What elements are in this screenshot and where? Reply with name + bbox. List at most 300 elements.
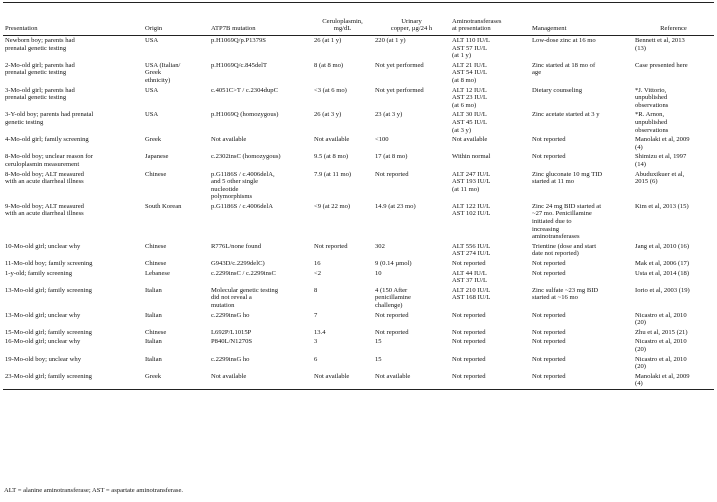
cell-ceruloplasmin (312, 328, 373, 338)
cell-line: 4-Mo-old girl; family screening (5, 136, 89, 144)
cell-line: Greek (145, 136, 162, 144)
cell-line: Nicastro et al, 2010 (635, 355, 687, 363)
cell-presentation (3, 110, 143, 135)
cell-line: p.H1069Q (homozygous) (211, 111, 279, 119)
cell-presentation (3, 36, 143, 61)
cell-line: p.G1186S / c.4006delA, (211, 170, 275, 178)
cell-mutation (209, 242, 312, 259)
cell-line: 23 (at 3 y) (375, 111, 403, 119)
cell-line: AST 45 IU/L (452, 118, 488, 126)
cell-line: Not reported (375, 328, 409, 336)
cell-line: (20) (635, 363, 646, 371)
cell-line: date not reported) (532, 250, 579, 258)
cell-line: Chinese (145, 328, 167, 336)
cell-line: Not reported (532, 260, 566, 268)
cell-reference (633, 286, 714, 311)
cell-line: Zinc acetate started at 3 y (532, 111, 600, 119)
cell-reference (633, 152, 714, 169)
cell-urinary-copper (373, 110, 450, 135)
cell-line: with an acute diarrheal illness (5, 210, 84, 218)
cell-line: initiated due to (532, 218, 572, 226)
cell-line: 14.9 (at 23 mo) (375, 202, 416, 210)
cell-line: South Korean (145, 202, 182, 210)
cell-line: Not reported (314, 242, 348, 250)
cell-origin (143, 355, 209, 372)
cell-presentation (3, 286, 143, 311)
cell-line: 23-Mo-old girl; family screening (5, 372, 92, 380)
cell-line: and 5 other single (211, 178, 259, 186)
cell-ceruloplasmin (312, 259, 373, 269)
cell-line: nucleotide (211, 185, 239, 193)
cell-ceruloplasmin (312, 110, 373, 135)
cell-line: ALT 110 IU/L (452, 37, 490, 44)
cell-line: Not reported (375, 311, 409, 319)
cell-line: ceruloplasmin measurement (5, 160, 80, 168)
header-line: at presentation (452, 25, 491, 33)
cell-management (530, 170, 633, 202)
cell-line: Usta et al, 2014 (18) (635, 269, 690, 277)
cell-aminotransferases (450, 286, 530, 311)
table-row (3, 355, 714, 372)
cell-reference (633, 328, 714, 338)
cell-aminotransferases (450, 311, 530, 328)
header-urinary-copper (373, 3, 450, 36)
cell-mutation (209, 61, 312, 86)
cell-mutation (209, 337, 312, 354)
header-line: ATP7B mutation (211, 25, 256, 33)
cell-line: Not reported (452, 328, 486, 336)
cell-management (530, 259, 633, 269)
cell-presentation (3, 152, 143, 169)
cell-line: Kim et al, 2013 (15) (635, 202, 689, 210)
cell-line: penicillamine (375, 294, 411, 302)
cell-ceruloplasmin (312, 242, 373, 259)
cell-line: 6 (314, 355, 318, 363)
cell-line: Within normal (452, 153, 491, 161)
cell-line: 9.5 (at 8 mo) (314, 153, 349, 161)
cell-origin (143, 152, 209, 169)
table-body (3, 36, 714, 390)
cell-line: Italian (145, 311, 162, 319)
cell-aminotransferases (450, 152, 530, 169)
cell-mutation (209, 152, 312, 169)
cell-line: Not reported (452, 372, 486, 380)
cell-line: AST 274 IU/L (452, 250, 491, 258)
cell-presentation (3, 242, 143, 259)
cell-origin (143, 202, 209, 242)
cell-line: Italian (145, 338, 162, 346)
cell-line: started at ~16 mo (532, 294, 578, 302)
cell-reference (633, 110, 714, 135)
cell-aminotransferases (450, 372, 530, 390)
header-atp7b-mutation (209, 3, 312, 36)
cell-aminotransferases (450, 242, 530, 259)
cell-line: 13-Mo-old girl; family screening (5, 286, 92, 294)
cell-line: (20) (635, 319, 646, 327)
header-line: mg/dL (333, 25, 352, 33)
cell-line: c.2302insC (homozygous) (211, 153, 281, 161)
table-row (3, 86, 714, 111)
cell-origin (143, 110, 209, 135)
cell-line: 16-Mo-old girl; unclear why (5, 338, 81, 346)
cell-line: 15 (375, 355, 382, 363)
cell-line: Iorio et al, 2003 (19) (635, 286, 690, 294)
cell-origin (143, 135, 209, 152)
cell-line: Not available (314, 372, 350, 380)
cell-ceruloplasmin (312, 152, 373, 169)
cell-line: Japanese (145, 153, 169, 161)
cell-line: AST 102 IU/L (452, 210, 491, 218)
cell-reference (633, 202, 714, 242)
cell-line: Newborn boy; parents had (5, 37, 75, 44)
cell-line: *J. Vittorio, (635, 86, 667, 94)
cell-line: 13-Mo-old girl; unclear why (5, 311, 81, 319)
cell-mutation (209, 170, 312, 202)
header-presentation (3, 3, 143, 36)
cell-line: 15 (375, 338, 382, 346)
cell-line: Manolaki et al, 2009 (635, 136, 690, 144)
cell-line: Not reported (452, 311, 486, 319)
cell-line: Nicastro et al, 2010 (635, 338, 687, 346)
cell-ceruloplasmin (312, 135, 373, 152)
cell-mutation (209, 311, 312, 328)
cell-reference (633, 311, 714, 328)
cell-urinary-copper (373, 170, 450, 202)
cell-line: Zinc sulfate ~23 mg BID (532, 286, 599, 294)
cell-line: 9-Mo-old boy; ALT measured (5, 202, 84, 210)
cell-line: 8-Mo-old boy; unclear reason for (5, 153, 93, 161)
cell-line: genetic testing (5, 118, 44, 126)
header-line: Urinary (401, 17, 422, 25)
cell-aminotransferases (450, 110, 530, 135)
cell-line: Zhu et al, 2015 (21) (635, 328, 688, 336)
cell-line: Not reported (532, 338, 566, 346)
cell-line: Chinese (145, 260, 167, 268)
cell-line: polymorphisms (211, 193, 253, 201)
cell-line: 15-Mo-old girl; family screening (5, 328, 92, 336)
cell-line: 9 (0.14 µmol) (375, 260, 412, 268)
cell-line: p.H1069Q/p.P1379S (211, 37, 266, 44)
cell-line: aminotransferases (532, 233, 580, 241)
cell-management (530, 328, 633, 338)
cell-line: 26 (at 1 y) (314, 37, 342, 44)
cell-line: 11-Mo-old boy; family screening (5, 260, 93, 268)
cell-line: 17 (at 8 mo) (375, 153, 408, 161)
cell-urinary-copper (373, 355, 450, 372)
cell-line: Not yet performed (375, 61, 424, 69)
cell-line: 2015 (6) (635, 178, 658, 186)
cell-presentation (3, 311, 143, 328)
cell-urinary-copper (373, 152, 450, 169)
cell-origin (143, 259, 209, 269)
cell-line: 8 (at 8 mo) (314, 61, 344, 69)
cell-urinary-copper (373, 269, 450, 286)
cell-line: L692P/L1015P (211, 328, 252, 336)
cell-mutation (209, 328, 312, 338)
cell-line: 4 (150 After (375, 286, 408, 294)
cell-line: 16 (314, 260, 321, 268)
cell-line: *R. Arnon, (635, 111, 665, 119)
cell-line: ALT 122 IU/L (452, 202, 491, 210)
cell-mutation (209, 372, 312, 390)
header-line: Presentation (5, 25, 38, 33)
cell-line: ALT 21 IU/L (452, 61, 487, 69)
cell-line: observations (635, 101, 669, 109)
cell-urinary-copper (373, 286, 450, 311)
cell-line: ALT 12 IU/L (452, 86, 487, 94)
cell-management (530, 286, 633, 311)
cell-line: prenatal genetic testing (5, 44, 67, 52)
cell-line: 2-Mo-old girl; parents had (5, 61, 75, 69)
cell-line: Italian (145, 286, 162, 294)
cell-aminotransferases (450, 86, 530, 111)
cell-aminotransferases (450, 269, 530, 286)
cell-presentation (3, 269, 143, 286)
cell-management (530, 311, 633, 328)
cell-urinary-copper (373, 259, 450, 269)
cell-urinary-copper (373, 242, 450, 259)
cell-line: ALT 30 IU/L (452, 111, 487, 119)
cell-presentation (3, 135, 143, 152)
cell-line: 1-y-old; family screening (5, 269, 73, 277)
cell-line: (13) (635, 44, 646, 52)
cell-line: Zinc 24 mg BID started at (532, 202, 602, 210)
cell-line: (14) (635, 160, 646, 168)
cell-presentation (3, 372, 143, 390)
cell-line: with an acute diarrheal illness (5, 178, 84, 186)
cell-line: 3 (314, 338, 318, 346)
cell-urinary-copper (373, 311, 450, 328)
cell-reference (633, 337, 714, 354)
table-row (3, 135, 714, 152)
cell-aminotransferases (450, 135, 530, 152)
cell-urinary-copper (373, 135, 450, 152)
cell-ceruloplasmin (312, 170, 373, 202)
cell-ceruloplasmin (312, 86, 373, 111)
cell-line: ALT 210 IU/L (452, 286, 491, 294)
cell-reference (633, 269, 714, 286)
cell-management (530, 152, 633, 169)
cell-line: Not reported (532, 136, 566, 144)
cell-aminotransferases (450, 259, 530, 269)
cell-management (530, 135, 633, 152)
table-row (3, 170, 714, 202)
cell-line: 19-Mo-old boy; unclear why (5, 355, 81, 363)
cell-urinary-copper (373, 86, 450, 111)
cell-line: 8-Mo-old boy; ALT measured (5, 170, 84, 178)
cell-line: Zinc started at 18 mo of (532, 61, 596, 69)
cell-line: 7 (314, 311, 318, 319)
cell-line: (4) (635, 143, 643, 151)
cell-presentation (3, 259, 143, 269)
cell-urinary-copper (373, 328, 450, 338)
cell-line: Not reported (532, 328, 566, 336)
cell-line: Mak et al, 2006 (17) (635, 260, 690, 268)
cell-line: ALT 556 IU/L (452, 242, 491, 250)
cell-line: AST 54 IU/L (452, 69, 488, 77)
cell-line: observations (635, 126, 669, 134)
table-row (3, 36, 714, 61)
cell-line: Not reported (532, 311, 566, 319)
header-reference (633, 3, 714, 36)
cell-line: <9 (at 22 mo) (314, 202, 351, 210)
header-line: copper, µg/24 h (390, 25, 433, 33)
cell-origin (143, 86, 209, 111)
cell-line: prenatal genetic testing (5, 69, 67, 77)
cell-origin (143, 286, 209, 311)
cell-ceruloplasmin (312, 286, 373, 311)
cell-management (530, 269, 633, 286)
cell-line: Chinese (145, 242, 167, 250)
cell-line: Abuduxikuer et al, (635, 170, 685, 178)
cell-urinary-copper (373, 372, 450, 390)
table-row (3, 337, 714, 354)
cell-line: Not available (452, 136, 488, 144)
table-row (3, 269, 714, 286)
cell-origin (143, 311, 209, 328)
cell-management (530, 372, 633, 390)
cell-urinary-copper (373, 202, 450, 242)
cell-line: started at 11 mo (532, 178, 575, 186)
cell-line: did not reveal a (211, 294, 252, 302)
cell-line: ALT 44 IU/L (452, 269, 487, 277)
cell-ceruloplasmin (312, 36, 373, 61)
cell-line: Italian (145, 355, 162, 363)
cell-reference (633, 242, 714, 259)
cell-line: P840L/N1270S (211, 338, 253, 346)
cell-ceruloplasmin (312, 311, 373, 328)
cell-origin (143, 372, 209, 390)
header-line: Ceruloplasmin, (322, 17, 363, 25)
cell-management (530, 355, 633, 372)
cell-line: Not reported (375, 170, 409, 178)
cell-origin (143, 61, 209, 86)
table-row (3, 311, 714, 328)
cell-line: AST 168 IU/L (452, 294, 491, 302)
table-row (3, 259, 714, 269)
header-origin (143, 3, 209, 36)
cell-line: Greek (145, 372, 162, 380)
cell-line: Lebanese (145, 269, 170, 277)
cell-line: c.2299insC / c.2299insC (211, 269, 276, 277)
cell-line: (20) (635, 345, 646, 353)
cell-line: <2 (314, 269, 322, 277)
table-row (3, 328, 714, 338)
cell-line: AST 193 IU/L (452, 178, 491, 186)
cell-aminotransferases (450, 328, 530, 338)
cell-presentation (3, 355, 143, 372)
cell-line: c.2299insG ho (211, 311, 250, 319)
cell-line: Not reported (532, 355, 566, 363)
cell-line: Bennett et al, 2013 (635, 37, 685, 44)
cell-line: c.2299insG ho (211, 355, 250, 363)
table-row (3, 372, 714, 390)
cell-line: Case presented here (635, 61, 688, 69)
cell-line: USA (145, 37, 159, 44)
cell-line: (at 1 y) (452, 52, 472, 60)
cell-line: (at 6 mo) (452, 101, 477, 109)
cell-presentation (3, 202, 143, 242)
cell-presentation (3, 170, 143, 202)
cell-line: prenatal genetic testing (5, 94, 67, 102)
cell-urinary-copper (373, 61, 450, 86)
header-line: Management (532, 25, 567, 33)
cell-mutation (209, 86, 312, 111)
cell-line: challenge) (375, 302, 403, 309)
cell-line: Shimizu et al, 1997 (635, 153, 687, 161)
cell-line: 3-Mo-old girl; parents had (5, 86, 75, 94)
cell-line: (at 11 mo) (452, 185, 480, 193)
table-row (3, 202, 714, 242)
cell-reference (633, 259, 714, 269)
cell-line: (at 8 mo) (452, 76, 477, 84)
cell-mutation (209, 36, 312, 61)
cell-management (530, 242, 633, 259)
table-header-row (3, 3, 714, 36)
cell-management (530, 202, 633, 242)
cell-line: Not reported (452, 338, 486, 346)
cell-presentation (3, 328, 143, 338)
table-row (3, 110, 714, 135)
cell-line: increasing (532, 225, 560, 233)
cell-line: AST 57 IU/L (452, 44, 488, 52)
cell-line: c.4051C>T / c.2304dupC (211, 86, 278, 94)
cell-line: Not available (211, 136, 247, 144)
cell-line: Not available (375, 372, 411, 380)
cell-line: USA (Italian/ (145, 61, 181, 69)
cell-aminotransferases (450, 61, 530, 86)
cell-ceruloplasmin (312, 269, 373, 286)
cell-line: 26 (at 3 y) (314, 111, 342, 119)
cell-mutation (209, 202, 312, 242)
cell-urinary-copper (373, 36, 450, 61)
cell-mutation (209, 286, 312, 311)
header-management (530, 3, 633, 36)
cell-aminotransferases (450, 337, 530, 354)
cell-line: (at 3 y) (452, 126, 472, 134)
cell-line: Not available (211, 372, 247, 380)
cell-line: Manolaki et al, 2009 (635, 372, 690, 380)
cell-line: Not reported (532, 153, 566, 161)
cell-management (530, 36, 633, 61)
cell-line: Low-dose zinc at 16 mo (532, 37, 596, 44)
cell-line: p.H1069Q/c.845delT (211, 61, 268, 69)
cell-reference (633, 170, 714, 202)
cell-mutation (209, 135, 312, 152)
cell-line: USA (145, 86, 159, 94)
table-row (3, 61, 714, 86)
cell-origin (143, 242, 209, 259)
cell-line: Trientine (dose and start (532, 242, 597, 250)
cell-aminotransferases (450, 355, 530, 372)
cell-line: AST 37 IU/L (452, 277, 488, 285)
cell-line: age (532, 69, 542, 77)
cell-line: ~27 mo. Penicillamine (532, 210, 592, 218)
cell-line: Nicastro et al, 2010 (635, 311, 687, 319)
cell-line: Jang et al, 2010 (16) (635, 242, 690, 250)
cell-presentation (3, 337, 143, 354)
cell-aminotransferases (450, 170, 530, 202)
cell-mutation (209, 110, 312, 135)
table-row (3, 286, 714, 311)
cell-line: 3-Y-old boy; parents had prenatal (5, 111, 94, 119)
cell-aminotransferases (450, 36, 530, 61)
cell-reference (633, 355, 714, 372)
case-table (3, 2, 714, 390)
cell-origin (143, 337, 209, 354)
cell-line: 10-Mo-old girl; unclear why (5, 242, 81, 250)
cell-line: Not reported (532, 372, 566, 380)
